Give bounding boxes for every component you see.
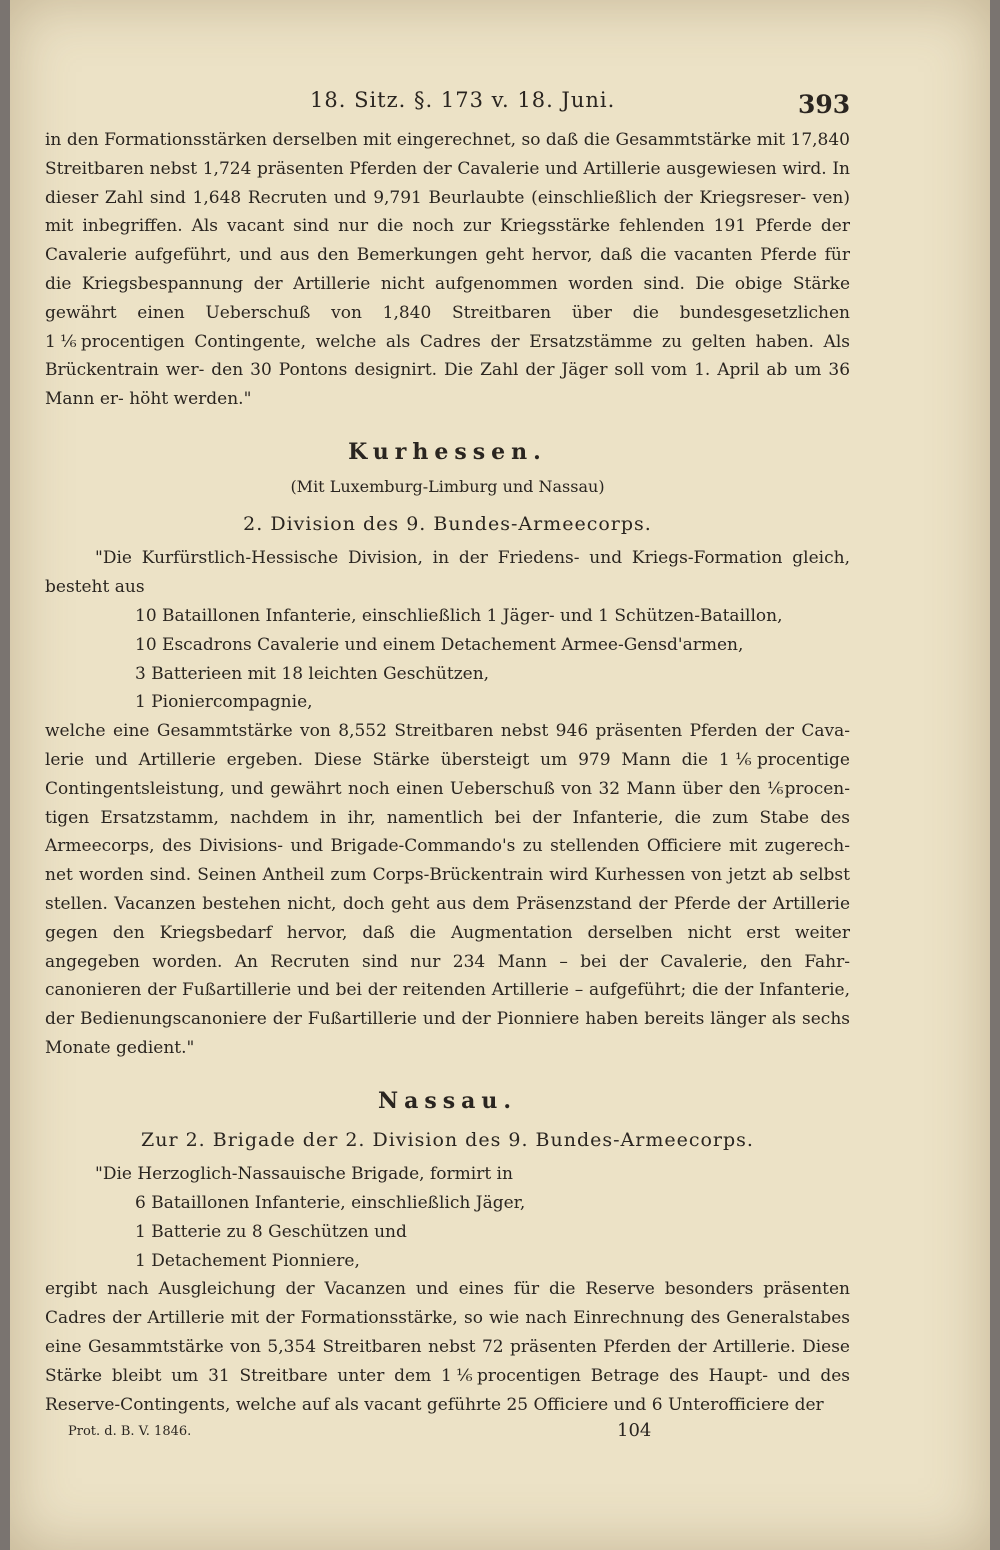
nassau-intro: "Die Herzoglich-Nassauische Brigade, formirt in <box>95 1164 513 1185</box>
text-line: welche eine Gesammtstärke von 8,552 Streitbaren nebst 946 präsenten Pferden der Cava- <box>45 721 850 742</box>
text-line: angegeben worden. An Recruten sind nur 234 Mann – bei der Cavalerie, den Fahr- <box>45 951 850 972</box>
text-line: ven) mit inbegriffen. Als vacant sind nur die noch zur Kriegsstärke fehlenden 191 Pferde <box>45 187 850 237</box>
intro-paragraph <box>45 126 850 414</box>
text-line: canonieren der Fußartillerie und bei der reitenden Artillerie – aufgeführt; die der Infanterie, <box>45 980 850 1001</box>
spacer <box>45 414 850 438</box>
text-line: tigen Ersatzstamm, nachdem in ihr, namentlich bei der Infanterie, die zum Stabe des <box>45 807 850 828</box>
text-line: der Bedienungscanoniere der Fußartillerie und der Pionniere haben bereits länger als sechs <box>45 1009 850 1030</box>
text-line: in den Formationsstärken derselben mit eingerechnet, so daß die Gesammtstärke mit 17,840 <box>45 130 850 150</box>
nassau-paragraph <box>45 1275 850 1419</box>
unit-list <box>45 602 850 717</box>
text-line: In dieser Zahl sind 1,648 Recruten und 9,791 Beurlaubte (einschließlich der Kriegsreser- <box>45 158 850 208</box>
page-footer <box>10 1420 990 1454</box>
kurhessen-paragraph <box>45 717 850 1063</box>
text-line: "Die Kurfürstlich-Hessische Division, in der Friedens- und Kriegs-Formation gleich, <box>95 548 850 569</box>
signature-mark: Prot. d. B. V. 1846. <box>68 1424 192 1439</box>
text-line: gewährt einen Ueberschuß von 1,840 Streitbaren über die bundesgesetzlichen 1⅙procentigen <box>45 302 850 352</box>
list-item: 10 Bataillonen Infanterie, einschließlich 1 Jäger- und 1 Schützen-Bataillon, <box>135 605 783 626</box>
text-line: ergibt nach Ausgleichung der Vacanzen und eines für die Reserve besonders präsenten Cadres <box>45 1279 850 1329</box>
list-item: 3 Batterieen mit 18 leichten Geschützen, <box>135 663 490 684</box>
list-item: 1 Detachement Pionniere, <box>135 1250 360 1271</box>
section-title-nassau: Nassau. <box>377 1087 518 1114</box>
text-line: Monate gedient." <box>45 1037 195 1058</box>
text-line: net worden sind. Seinen Antheil zum Corps-Brückentrain wird Kurhessen von jetzt ab <box>45 865 794 886</box>
section-title-kurhessen: Kurhessen. <box>348 438 547 465</box>
text-line: Streitbaren nebst 1,724 präsenten Pferden der Cavalerie und Artillerie ausgewiesen wird. <box>45 158 827 179</box>
list-item: 10 Escadrons Cavalerie und einem Detachement Armee-Gensd'armen, <box>135 634 744 655</box>
division-heading: 2. Division des 9. Bundes-Armeecorps. <box>243 512 652 535</box>
unit-list <box>45 1189 850 1275</box>
text-line: der Cavalerie aufgeführt, und aus den Bemerkungen geht hervor, daß die vacanten Pferde <box>45 216 850 266</box>
text-line: Artillerie gegen den Kriegsbedarf hervor, daß die Augmentation derselben nicht erst weiter <box>45 893 851 943</box>
running-head: 18. Sitz. §. 173 v. 18. Juni. <box>310 88 616 112</box>
text-line: Gesammtstärke von 5,354 Streitbaren nebst 72 präsenten Pferden der Artillerie. Diese <box>87 1337 850 1358</box>
list-item: 1 Pioniercompagnie, <box>135 692 313 713</box>
text-line: für die Kriegsbespannung der Artillerie nicht aufgenommen worden sind. Die obige Stärke <box>45 245 851 294</box>
text-line: Contingente, welche als Cadres der Ersatzstämme zu gelten haben. Als Brückentrain wer- <box>45 331 850 381</box>
folio-number: 104 <box>617 1420 652 1441</box>
page-header <box>10 88 990 120</box>
text-line: Stärke bleibt um 31 Streitbare unter dem 1⅙procentigen Betrage des Haupt- und des <box>45 1365 850 1386</box>
text-line: besteht aus <box>45 577 145 598</box>
document-page <box>10 0 990 1550</box>
body-text <box>45 126 850 1419</box>
list-item: 6 Bataillonen Infanterie, einschließlich Jäger, <box>135 1193 526 1214</box>
text-line: Contingentsleistung, und gewährt noch einen Ueberschuß von 32 Mann über den ⅙procen- <box>45 778 850 799</box>
text-line: höht werden." <box>129 389 252 410</box>
text-line: Armeecorps, des Divisions- und Brigade-Commando's zu stellenden Officiere mit zugerech- <box>45 836 850 857</box>
text-line: Reserve-Contingents, welche auf als vacant geführte 25 Officiere und 6 Unterofficiere der <box>45 1394 824 1415</box>
text-line: lerie und Artillerie ergeben. Diese Stärke übersteigt um 979 Mann die 1⅙procentige <box>45 749 850 770</box>
kurhessen-intro <box>45 544 850 602</box>
text-line: den 30 Pontons designirt. Die Zahl der Jäger soll vom 1. April ab um 36 Mann er- <box>45 360 851 410</box>
text-line: der Artillerie mit der Formationsstärke, so wie nach Einrechnung des Generalstabes eine <box>45 1308 851 1358</box>
text-line: selbst stellen. Vacanzen bestehen nicht, doch geht aus dem Präsenzstand der Pferde der <box>45 865 850 914</box>
page-number: 393 <box>798 90 851 119</box>
brigade-heading: Zur 2. Brigade der 2. Division des 9. Bundes-Armeecorps. <box>141 1128 754 1151</box>
section-subtitle: (Mit Luxemburg-Limburg und Nassau) <box>290 476 605 496</box>
list-item: 1 Batterie zu 8 Geschützen und <box>135 1221 407 1242</box>
spacer <box>45 1063 850 1087</box>
